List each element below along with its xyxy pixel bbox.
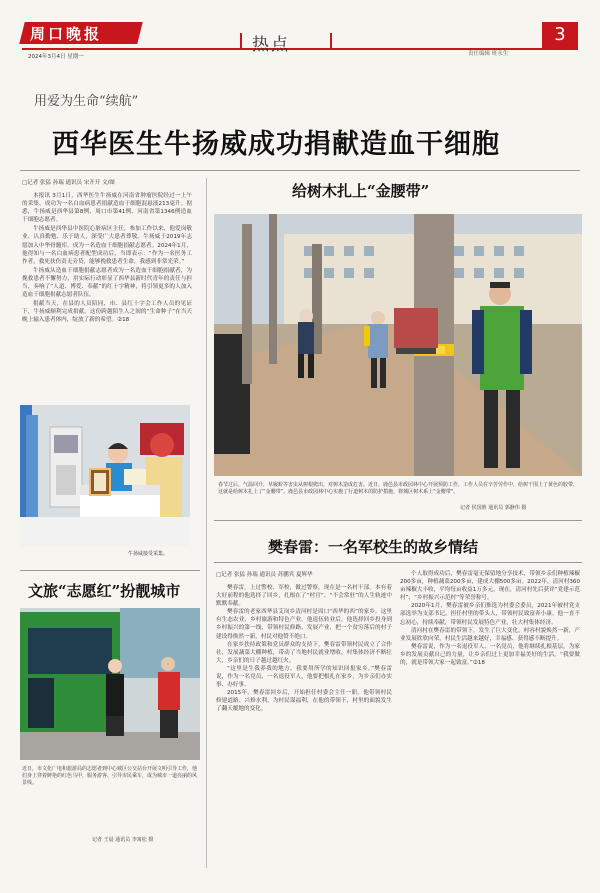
story2-photo-credit: 记者 侯国胜 通讯员 郭静伟 摄 <box>460 505 527 511</box>
story4-paragraph: 清河村在樊春雷的带领下，发生了巨大变化。村容村貌焕然一新，产业发展欣欣向荣，村民生活越来越好，幸福感、获得感不断提升。 <box>400 627 580 642</box>
section-bar-left <box>240 33 242 49</box>
story1-photo <box>20 405 190 547</box>
story4-headline: 樊春雷：一名军校生的故乡情结 <box>268 538 479 556</box>
story4-paragraph: 樊春雷的老家西华县艾岗乡清河村是周口“西华的西”的家乡。这里有生态农业、乡村旅游和特色产业。他退伍转业后，他选择回乡投身到乡村振兴的第一线，带领村民修路、发展产业，把一个贫穷落后的村子建设得焕然一新，村民对他赞不绝口。 <box>216 609 392 640</box>
story4-paragraph: 个人取得成功后，樊春雷毫无保留地分享技术，带领乡亲们种植辣椒200多亩，种植蔬菜200多亩，建成大棚500多亩。2022年，清河村360亩辣椒大丰收，平均每亩收益1万多元。现在，清河村先后获评“党建示范村”、“乡村振兴示范村”等荣誉称号。 <box>400 571 581 602</box>
story4-paragraph: 2020年1月，樊春雷被乡亲们推选为村委会委员，2021年被村党支部选举为支部书记，担任村里的带头人，带领村民致富奔小康。他一直不忘初心，持续奉献，带领村民发展特色产业，壮大村集体经济。 <box>400 603 580 626</box>
story3-photo-caption: 近日，市文化广电和旅游局的志愿者到中心城区公交站台开展文明引导工作，他们身上穿着鲜艳的红色马甲，服务游客、引导市民乘车，成为城市一道亮丽的风景线。 <box>22 766 198 786</box>
story1-photo-caption: 牛扬威接受采集。 <box>128 551 169 557</box>
story1-byline: □记者 张猛 孙瑞 通讯员 宋开开 文/图 <box>22 180 115 186</box>
story3-photo <box>20 608 200 760</box>
story4-column-1 <box>216 584 392 714</box>
section-label: 热点 <box>252 35 290 55</box>
story1-body <box>22 192 192 325</box>
section-bar-right <box>330 33 332 49</box>
story3-headline: 文旅“志愿红”扮靓城市 <box>28 582 181 600</box>
story1-kicker: 用爱为生命“续航” <box>34 94 139 109</box>
story4-paragraph: 在家乡扶持政策和党员群众的支持下，樊春雷带领村民成立了合作社，发展蔬菜大棚种植，带动了当地村民就业增收，村集体经济不断壮大，乡亲们的日子越过越红火。 <box>216 641 392 664</box>
story1-paragraph: 牛扬威从造血干细胞捐献志愿者成为一名造血干细胞捐献者，为挽救患者不懈努力，用实际行动彰显了西华县新时代青年的责任与担当，奏响了“人道、博爱、奉献”的红十字精神，将引领更多的人加入造血干细胞捐献志愿者队伍。 <box>22 267 192 299</box>
page-number: 3 <box>542 22 578 48</box>
newspaper-logo: 周口晚报 <box>30 25 103 43</box>
hospital-donation-illustration <box>20 405 190 547</box>
story1-paragraph: 本报讯 3月1日，西华医生牛扬威在河南省肿瘤医院经过一上午的采集，成功为一名白血病患者捐献造血干细胞混悬液213毫升。据悉，牛扬威是西华县第8例、周口市第41例、河南省第1346例造血干细胞志愿者。 <box>22 193 192 224</box>
story4-paragraph: 樊春雷，上过警校、军校，做过警察，现在是一名村干部。本有着大好前程的他选择了回乡，扎根在了“村官”、“不会常驻”的人生轨迹中默默奉献。 <box>216 585 392 608</box>
story-divider <box>214 562 582 563</box>
story4-paragraph: 樊春雷说，作为一名退役军人、一名党员，他将继续扎根基层，为家乡的发展贡献自己的力量，让乡亲们过上更加幸福美好的生活。“我要做的，就是带领大家一起致富。”②18 <box>400 643 580 667</box>
masthead <box>0 0 600 60</box>
story1-paragraph: 牛扬威是西华县中医院心脏病区主任，参加工作以来，他爱岗敬业、认真勤勉、乐于助人，深受广大患者尊敬。牛扬威于2019年志愿加入中华骨髓库，成为一名造血干细胞捐献志愿者。2024年1月，他得知与一名白血病患者配型成功后，当即表示：“作为一名医务工作者，救死扶伤责无旁贷，能够挽救患者生命，我感到非常光荣。” <box>22 226 192 265</box>
story1-headline: 西华医生牛扬威成功捐献造血干细胞 <box>52 129 500 160</box>
column-rule <box>206 178 207 868</box>
story-divider <box>214 520 582 521</box>
story1-paragraph: 捐献当天，在县的人员陪同，市、县红十字会工作人员的见证下，牛扬威顺利完成捐献。这份跨越陌生人之间的“生命种子”在当天晚上输入患者体内，绽放了新的希望。②18 <box>22 301 192 324</box>
editor-credit: 责任编辑 班永生 <box>468 51 509 57</box>
story4-paragraph: 2015年，樊春雷回乡后，开始担任村委会主任一职。他带领村民修建道路、兴修水利，为村民谋福利，在他的带领下，村里的面貌发生了翻天覆地的变化。 <box>216 690 392 713</box>
bus-station-volunteers-illustration <box>20 608 200 760</box>
issue-date: 2024年3月4日 星期一 <box>28 54 84 60</box>
story2-headline: 给树木扎上“金腰带” <box>292 182 430 200</box>
tree-belt-illustration <box>214 214 582 476</box>
story4-paragraph: “这里是生我养我的地方，我要用所学的知识回报家乡。”樊春雷说，作为一名党员、一名退役军人，他要把根扎在家乡，为乡亲们办实事、办好事。 <box>216 665 392 689</box>
story2-photo-caption: 春节过后，气温回升，草履蚧等害虫从树根爬出，对树木造成危害。近日，鹿邑县市政园林中心开展预防工作，工作人员在辛苦劳作中，给树干围上了黄色的胶带，这就是给树木扎上了“金腰带”。鹿邑县市政园林中心实施了行道树木的防护措施，将城区树木系上“金腰带”。 <box>218 482 579 495</box>
story-divider <box>20 570 200 571</box>
story4-byline: □记者 张猛 孙瑞 通讯员 苏鹏宾 夏辉华 <box>216 572 313 578</box>
story4-column-2 <box>400 570 580 667</box>
story3-photo-credit: 记者 王晨 通讯员 李寓松 摄 <box>92 837 154 843</box>
headline-rule <box>20 170 580 171</box>
story2-photo <box>214 214 582 476</box>
